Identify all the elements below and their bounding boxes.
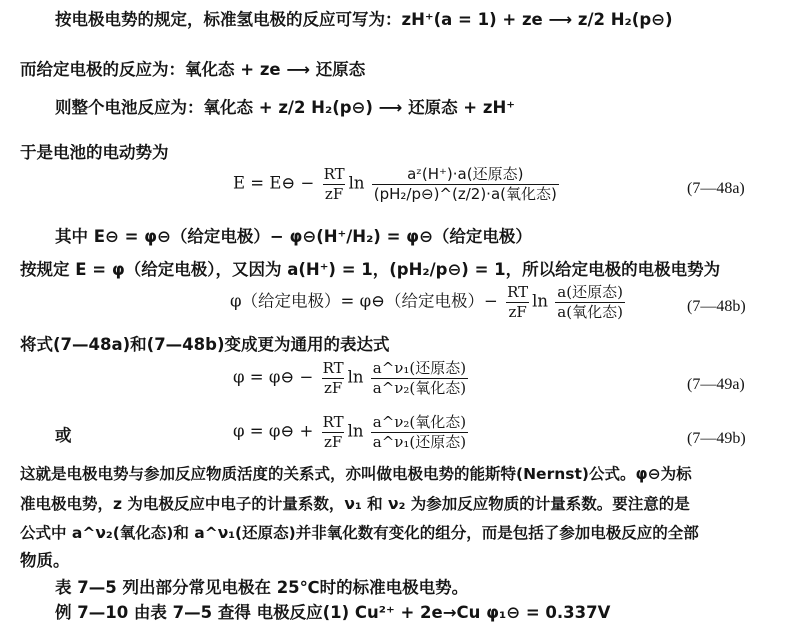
eq48b-ln: ln (532, 291, 549, 311)
eq49b-frac: $\frac{\text{a\textasciicircum{}ν₂(氧化态)}}{\text{a\textasciicircum{}ν₁(还原态)}}$ (372, 413, 467, 451)
eq48b-frac: $\frac{\text{a(还原态)}}{\text{a(氧化态)}}$ (557, 283, 623, 321)
eq48a-tag: (7—48a) (687, 180, 745, 197)
eq48b-tag: (7—48b) (687, 298, 746, 315)
paragraph-line-5: 表 7—5 列出部分常见电极在 25℃时的标准电极电势。 (55, 578, 469, 597)
paragraph-line-3: 公式中 a^ν₂(氧化态)和 a^ν₁(还原态)并非氧化数有变化的组分，而是包括了参加电极反应的全部 (20, 524, 699, 542)
text-line-2: 而给定电极的反应为：氧化态 + ze ⟶ 还原态 (20, 60, 366, 79)
eq49b-coef: $\frac{RT}{zF}$ (322, 413, 344, 451)
paragraph-line-1: 这就是电极电势与参加反应物质活度的关系式，亦叫做电极电势的能斯特(Nernst)公式。φ⊖为标 (20, 465, 692, 483)
text-or: 或 (55, 426, 72, 445)
eq49a-tag: (7—49a) (687, 376, 745, 393)
text-line-6: 按规定 E = φ（给定电极），又因为 a(H⁺) = 1，(pH₂/p⊖) = 1，所以给定电极的电极电势为 (20, 260, 721, 279)
eq49a-ln: ln (347, 367, 364, 387)
equation-49a (233, 360, 470, 396)
text-line-1: 按电极电势的规定，标准氢电极的反应可写为：zH⁺(a = 1) + ze ⟶ z/2 H₂(p⊖) (55, 10, 673, 29)
text-line-5: 其中 E⊖ = φ⊖（给定电极）− φ⊖(H⁺/H₂) = φ⊖（给定电极） (55, 227, 532, 246)
eq49b-tag: (7—49b) (687, 430, 746, 447)
eq48a-frac: $\frac{\text{aᶻ(H⁺)·a(还原态)}}{\text{(pH₂/p⊖)\textasciicircum{}(z/2)·a(氧化态)}}$ (373, 165, 557, 203)
paragraph-line-2: 准电极电势，z 为电极反应中电子的计量系数，ν₁ 和 ν₂ 为参加反应物质的计量系数。要注意的是 (20, 495, 690, 513)
equation-48b (230, 284, 627, 320)
eq49a-frac: $\frac{\text{a\textasciicircum{}ν₁(还原态)}}{\text{a\textasciicircum{}ν₂(氧化态)}}$ (372, 359, 467, 397)
eq48a-lhs: E = E⊖ − (233, 173, 315, 193)
eq49a-lhs: φ = φ⊖ − (233, 367, 314, 387)
text-line-3: 则整个电池反应为：氧化态 + z/2 H₂(p⊖) ⟶ 还原态 + zH⁺ (55, 98, 516, 117)
eq49b-ln: ln (347, 421, 364, 441)
eq49a-coef: $\frac{RT}{zF}$ (322, 359, 344, 397)
text-line-4: 于是电池的电动势为 (20, 143, 169, 162)
eq48a-coef: $\frac{RT}{zF}$ (323, 165, 345, 203)
eq48b-lhs: φ（给定电极）= φ⊖（给定电极）− (230, 291, 498, 311)
paragraph-line-4: 物质。 (20, 551, 70, 570)
eq48b-coef: $\frac{RT}{zF}$ (507, 283, 529, 321)
text-line-7: 将式(7—48a)和(7—48b)变成更为通用的表达式 (20, 335, 390, 354)
equation-49b (233, 414, 470, 450)
eq48a-ln: ln (348, 173, 365, 193)
eq49b-lhs: φ = φ⊖ + (233, 421, 314, 441)
example-line: 例 7—10 由表 7—5 查得 电极反应(1) Cu²⁺ + 2e→Cu φ₁⊖ = 0.337V (55, 603, 611, 622)
equation-48a (233, 166, 561, 202)
